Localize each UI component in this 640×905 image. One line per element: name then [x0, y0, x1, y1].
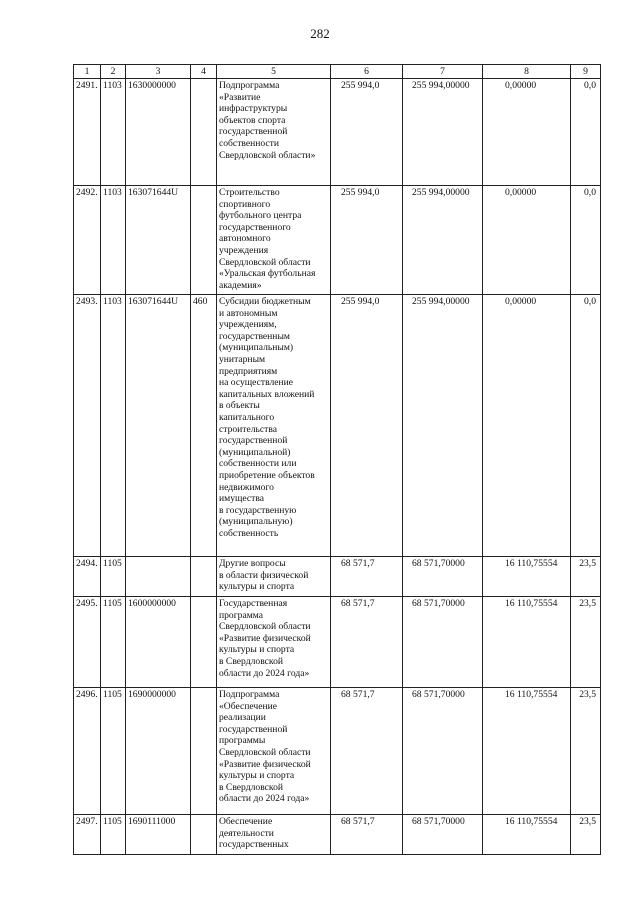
planned-amount: 255 994,00000 [403, 295, 483, 557]
table-row [74, 557, 601, 597]
page-number: 282 [310, 26, 330, 41]
header-col-4: 4 [191, 65, 217, 79]
table-header [74, 65, 601, 79]
header-col-8: 8 [483, 65, 571, 79]
target-article-code: 1630000000 [126, 79, 191, 186]
row-number: 2494. [74, 557, 101, 597]
approved-amount: 68 571,7 [331, 688, 403, 815]
planned-amount: 68 571,70000 [403, 688, 483, 815]
header-col-6: 6 [331, 65, 403, 79]
approved-amount: 255 994,0 [331, 79, 403, 186]
table-row [74, 815, 601, 855]
executed-amount: 16 110,75554 [483, 557, 571, 597]
table-row [74, 79, 601, 186]
row-number: 2497. [74, 815, 101, 855]
approved-amount: 68 571,7 [331, 815, 403, 855]
execution-percent: 0,0 [571, 295, 601, 557]
row-number: 2492. [74, 186, 101, 295]
target-article-code: 163071644U [126, 186, 191, 295]
executed-amount: 16 110,75554 [483, 815, 571, 855]
approved-amount: 68 571,7 [331, 597, 403, 688]
table-row [74, 688, 601, 815]
target-article-code [126, 557, 191, 597]
item-name: Обеспечение деятельности государственных [217, 815, 331, 855]
planned-amount: 68 571,70000 [403, 557, 483, 597]
planned-amount: 255 994,00000 [403, 186, 483, 295]
item-name: Подпрограмма «Развитие инфраструктуры объектов спорта государственной собственности Свердловской области» [217, 79, 331, 186]
executed-amount: 0,00000 [483, 295, 571, 557]
header-col-9: 9 [571, 65, 601, 79]
expense-type-code [191, 79, 217, 186]
executed-amount: 16 110,75554 [483, 597, 571, 688]
header-col-7: 7 [403, 65, 483, 79]
execution-percent: 0,0 [571, 186, 601, 295]
expense-type-code [191, 597, 217, 688]
section-code: 1103 [101, 295, 126, 557]
header-col-1: 1 [74, 65, 101, 79]
planned-amount: 68 571,70000 [403, 815, 483, 855]
item-name: Строительство спортивного футбольного центра государственного автономного учреждения Свердловской области «Уральская футбольная академия» [217, 186, 331, 295]
table-row [74, 295, 601, 557]
section-code: 1105 [101, 597, 126, 688]
execution-percent: 23,5 [571, 815, 601, 855]
target-article-code: 1690000000 [126, 688, 191, 815]
approved-amount: 255 994,0 [331, 186, 403, 295]
section-code: 1103 [101, 186, 126, 295]
table-row [74, 597, 601, 688]
item-name: Другие вопросы в области физической культуры и спорта [217, 557, 331, 597]
expense-type-code [191, 186, 217, 295]
planned-amount: 68 571,70000 [403, 597, 483, 688]
header-row [74, 65, 601, 79]
header-col-2: 2 [101, 65, 126, 79]
table-body [74, 79, 601, 855]
row-number: 2495. [74, 597, 101, 688]
section-code: 1105 [101, 557, 126, 597]
table-row [74, 186, 601, 295]
approved-amount: 255 994,0 [331, 295, 403, 557]
item-name: Государственная программа Свердловской области «Развитие физической культуры и спорта в Свердловской области до 2024 года» [217, 597, 331, 688]
executed-amount: 0,00000 [483, 79, 571, 186]
section-code: 1105 [101, 688, 126, 815]
budget-table [73, 64, 601, 855]
execution-percent: 23,5 [571, 597, 601, 688]
expense-type-code: 460 [191, 295, 217, 557]
row-number: 2496. [74, 688, 101, 815]
section-code: 1103 [101, 79, 126, 186]
expense-type-code [191, 688, 217, 815]
planned-amount: 255 994,00000 [403, 79, 483, 186]
row-number: 2491. [74, 79, 101, 186]
target-article-code: 163071644U [126, 295, 191, 557]
item-name: Субсидии бюджетным и автономным учреждениям, государственным (муниципальным) унитарным предприятиям на осуществление капитальных вложений в объекты капитального строительства государственной (муниципальной) собственности или приобретение объектов недвижимого имущества в государственную (муниципальную) собственность [217, 295, 331, 557]
header-col-5: 5 [217, 65, 331, 79]
target-article-code: 1690111000 [126, 815, 191, 855]
execution-percent: 0,0 [571, 79, 601, 186]
expense-type-code [191, 557, 217, 597]
item-name: Подпрограмма «Обеспечение реализации государственной программы Свердловской области «Развитие физической культуры и спорта в Свердловской области до 2024 года» [217, 688, 331, 815]
row-number: 2493. [74, 295, 101, 557]
target-article-code: 1600000000 [126, 597, 191, 688]
section-code: 1105 [101, 815, 126, 855]
header-col-3: 3 [126, 65, 191, 79]
execution-percent: 23,5 [571, 557, 601, 597]
executed-amount: 0,00000 [483, 186, 571, 295]
expense-type-code [191, 815, 217, 855]
execution-percent: 23,5 [571, 688, 601, 815]
executed-amount: 16 110,75554 [483, 688, 571, 815]
approved-amount: 68 571,7 [331, 557, 403, 597]
